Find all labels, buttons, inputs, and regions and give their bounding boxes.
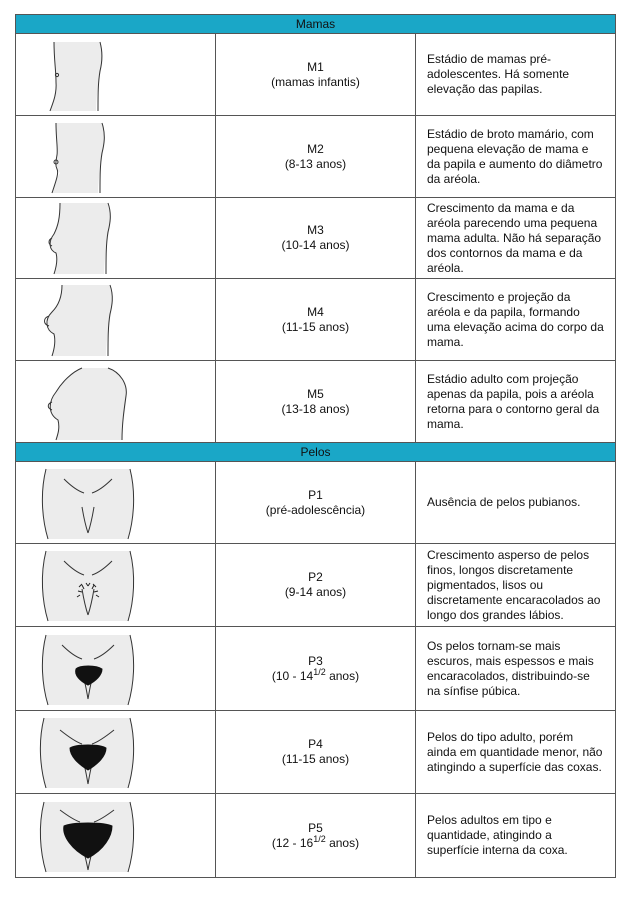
stage-cell-m2	[216, 116, 416, 198]
stage-label: P5	[308, 820, 323, 835]
stage-age: ($10 - 14^{1/2}$ anos)	[271, 666, 360, 683]
table-row-m4	[16, 279, 616, 361]
stage-age: (pré-adolescência)	[265, 502, 366, 517]
pubic-stage-2-illustration	[16, 544, 216, 627]
breast-stage-5-illustration	[16, 361, 216, 443]
stage-age: (13-18 anos)	[281, 401, 350, 416]
stage-label: M3	[307, 223, 324, 237]
stage-cell-p5	[216, 794, 416, 878]
table-row-p3	[16, 627, 616, 711]
stage-label: M1	[307, 59, 324, 74]
stage-label: P2	[308, 570, 323, 584]
stage-cell-p1	[216, 462, 416, 544]
stage-cell-m5	[216, 361, 416, 443]
pubic-stage-1-illustration	[16, 462, 216, 544]
stage-label: P3	[308, 653, 323, 668]
table-row-m3	[16, 198, 616, 279]
stage-cell-p3	[216, 627, 416, 711]
stage-description: Pelos adultos em tipo e quantidade, atingindo a superfície interna da coxa.	[416, 794, 616, 878]
stage-cell-m4	[216, 279, 416, 361]
stage-cell-m3	[216, 198, 416, 279]
stage-cell-m1	[216, 34, 416, 116]
stage-age: (10-14 anos)	[281, 238, 350, 252]
stage-label: P4	[308, 737, 323, 751]
breast-stage-3-illustration	[16, 198, 216, 279]
stage-age: (mamas infantis)	[271, 74, 360, 89]
breast-stage-1-illustration	[16, 34, 216, 116]
section-title-pelos: Pelos	[16, 443, 616, 462]
stage-description: Pelos do tipo adulto, porém ainda em quantidade menor, não atingindo a superfície das coxas.	[416, 711, 616, 794]
table-row-p1	[16, 462, 616, 544]
stage-description: Estádio de mamas pré-adolescentes. Há somente elevação das papilas.	[416, 34, 616, 116]
stage-cell-p2	[216, 544, 416, 627]
pubic-stage-5-illustration	[16, 794, 216, 878]
section-header-pelos	[16, 443, 616, 462]
stage-age: ($12 - 16^{1/2}$ anos)	[271, 833, 360, 850]
table-row-p2	[16, 544, 616, 627]
stage-description: Crescimento asperso de pelos finos, longos discretamente pigmentados, lisos ou discretamente encaracolados ao longo dos grandes lábios.	[416, 544, 616, 627]
section-title-mamas: Mamas	[16, 15, 616, 34]
stage-age: (11-15 anos)	[281, 752, 350, 766]
stage-label: M4	[307, 304, 324, 319]
pubic-stage-3-illustration	[16, 627, 216, 711]
stage-cell-p4	[216, 711, 416, 794]
stage-description: Crescimento da mama e da aréola parecendo uma pequena mama adulta. Não há separação dos contornos da mama e da aréola.	[416, 198, 616, 279]
breast-stage-2-illustration	[16, 116, 216, 198]
stage-description: Ausência de pelos pubianos.	[416, 462, 616, 544]
stage-description: Crescimento e projeção da aréola e da papila, formando uma elevação acima do corpo da mama.	[416, 279, 616, 361]
stage-label: M5	[307, 386, 324, 401]
stage-age: (11-15 anos)	[281, 319, 350, 334]
tanner-stages-table	[15, 14, 616, 878]
stage-description: Os pelos tornam-se mais escuros, mais espessos e mais encaracolados, distribuindo-se na sínfise púbica.	[416, 627, 616, 711]
table-row-m5	[16, 361, 616, 443]
stage-description: Estádio de broto mamário, com pequena elevação de mama e da papila e aumento do diâmetro da aréola.	[416, 116, 616, 198]
stage-description: Estádio adulto com projeção apenas da papila, pois a aréola retorna para o contorno geral da mama.	[416, 361, 616, 443]
pubic-stage-4-illustration	[16, 711, 216, 794]
section-header-mamas	[16, 15, 616, 34]
stage-age: (8-13 anos)	[284, 156, 347, 171]
stage-label: M2	[307, 141, 324, 156]
breast-stage-4-illustration	[16, 279, 216, 361]
table-row-m1	[16, 34, 616, 116]
table-row-p4	[16, 711, 616, 794]
table-row-m2	[16, 116, 616, 198]
table-row-p5	[16, 794, 616, 878]
stage-age: (9-14 anos)	[284, 585, 347, 599]
stage-label: P1	[308, 487, 323, 502]
